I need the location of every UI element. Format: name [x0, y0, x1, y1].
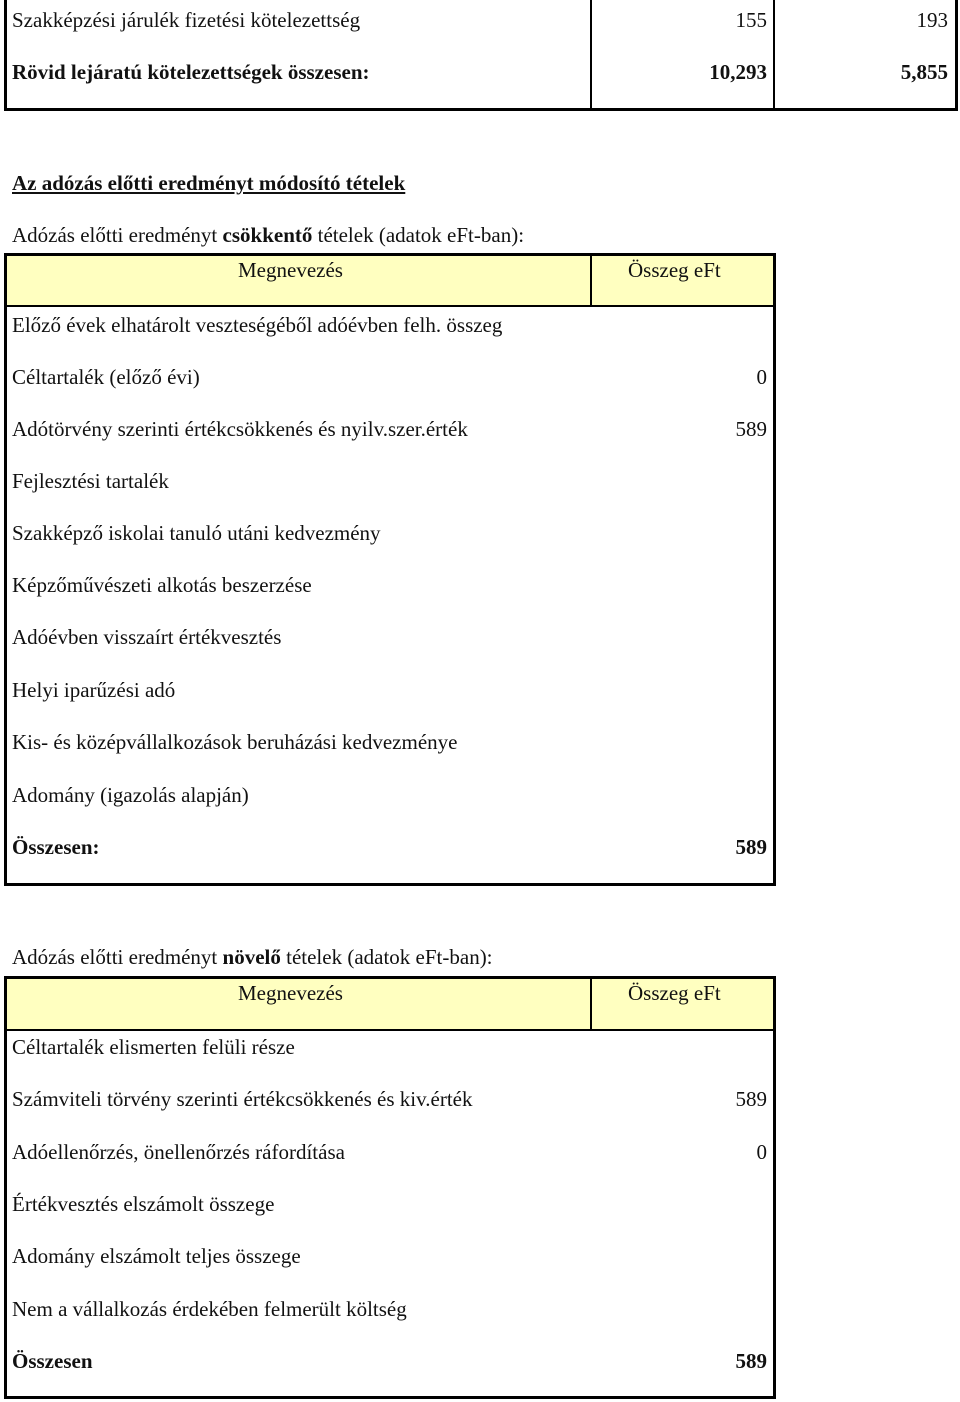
- decrease-row-value: 589: [735, 417, 767, 441]
- increase-table-divider: [590, 976, 592, 1030]
- top-table-divider: [590, 0, 592, 110]
- decrease-table-divider: [590, 305, 591, 307]
- top-table-divider: [773, 0, 775, 110]
- increase-row-value: 589: [735, 1087, 767, 1111]
- decrease-row-label: Adóévben visszaírt értékvesztés: [12, 625, 282, 649]
- increase-header-amount: Összeg eFt: [628, 981, 721, 1005]
- increase-header-rule: [4, 1029, 774, 1031]
- increase-total-value: 589: [735, 1349, 767, 1373]
- increase-caption: [12, 944, 493, 970]
- top-total-value-1: 10,293: [709, 60, 767, 84]
- decrease-row-label: Céltartalék (előző évi): [12, 365, 200, 389]
- section-title: Az adózás előtti eredményt módosító tételek: [12, 171, 406, 195]
- decrease-row-label: Képzőművészeti alkotás beszerzése: [12, 573, 312, 597]
- increase-row-label: Számviteli törvény szerinti értékcsökkenés és kiv.érték: [12, 1087, 473, 1111]
- increase-caption-post: tételek (adatok eFt-ban):: [280, 945, 493, 969]
- increase-row-label: Adóellenőrzés, önellenőrzés ráfordítása: [12, 1140, 345, 1164]
- increase-row-label: Céltartalék elismerten felüli része: [12, 1035, 295, 1059]
- increase-row-value: 0: [756, 1140, 767, 1164]
- decrease-total-value: 589: [735, 835, 767, 859]
- increase-row-label: Nem a vállalkozás érdekében felmerült költség: [12, 1297, 407, 1321]
- decrease-caption-post: tételek (adatok eFt-ban):: [312, 223, 525, 247]
- increase-row-label: Adomány elszámolt teljes összege: [12, 1244, 301, 1268]
- top-total-label: Rövid lejáratú kötelezettségek összesen:: [12, 60, 370, 84]
- increase-row-label: Értékvesztés elszámolt összege: [12, 1192, 275, 1216]
- decrease-row-label: Kis- és középvállalkozások beruházási kedvezménye: [12, 730, 458, 754]
- decrease-header-name: Megnevezés: [238, 258, 343, 282]
- decrease-caption-pre: Adózás előtti eredményt: [12, 223, 223, 247]
- decrease-table-divider: [590, 253, 592, 307]
- increase-caption-pre: Adózás előtti eredményt: [12, 945, 223, 969]
- decrease-row-label: Szakképző iskolai tanuló utáni kedvezmény: [12, 521, 381, 545]
- decrease-total-label: Összesen:: [12, 835, 100, 859]
- decrease-caption-bold: csökkentő: [222, 223, 313, 247]
- increase-caption-bold: növelő: [222, 945, 281, 969]
- top-row-value-1: 155: [735, 8, 767, 32]
- top-row-label: Szakképzési járulék fizetési kötelezettség: [12, 8, 361, 32]
- decrease-row-label: Helyi iparűzési adó: [12, 678, 176, 702]
- top-total-value-2: 5,855: [900, 60, 948, 84]
- decrease-row-label: Adótörvény szerinti értékcsökkenés és nyilv.szer.érték: [12, 417, 468, 441]
- decrease-row-label: Előző évek elhatárolt veszteségéből adóévben felh. összeg: [12, 313, 503, 337]
- decrease-row-label: Adomány (igazolás alapján): [12, 783, 249, 807]
- increase-header-name: Megnevezés: [238, 981, 343, 1005]
- decrease-header-amount: Összeg eFt: [628, 258, 721, 282]
- decrease-caption: [12, 222, 524, 248]
- increase-total-label: Összesen: [12, 1349, 93, 1373]
- top-row-value-2: 193: [916, 8, 948, 32]
- decrease-row-value: 0: [756, 365, 767, 389]
- decrease-row-label: Fejlesztési tartalék: [12, 469, 169, 493]
- decrease-header-rule: [4, 305, 774, 307]
